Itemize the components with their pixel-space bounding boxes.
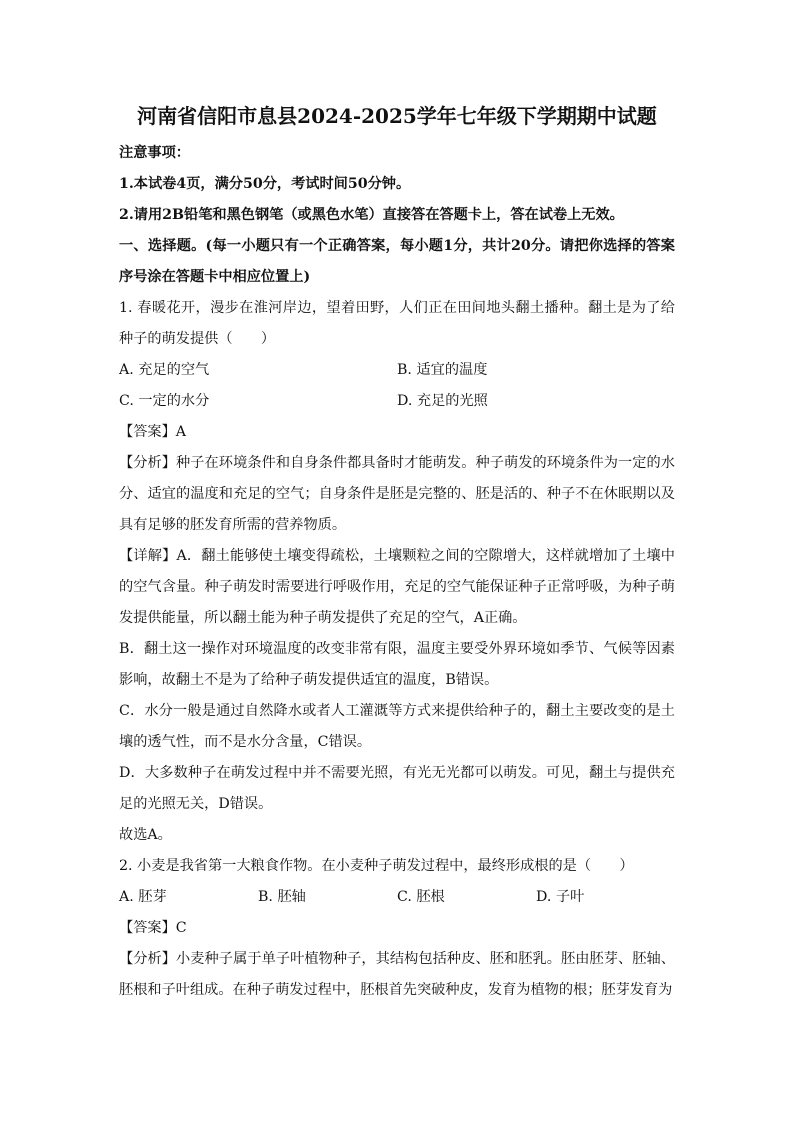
question-1-option-d: D. 充足的光照	[397, 393, 488, 409]
question-1-stem: 1. 春暖花开，漫步在淮河岸边，望着田野，人们正在田间地头翻土播种。翻土是为了给种子的萌发提供（ ）	[119, 300, 675, 347]
question-2-option-b: B. 胚轴	[258, 889, 306, 905]
page-title: 河南省信阳市息县2024-2025学年七年级下学期期中试题	[137, 104, 657, 128]
section-heading: 一、选择题。(每一小题只有一个正确答案，每小题1分，共计20分。请把你选择的答案序号涂在答题卡中相应位置上)	[119, 238, 675, 285]
notes-heading: 注意事项：	[119, 145, 190, 161]
question-1-option-b: B. 适宜的温度	[397, 362, 488, 378]
notes-item-1: 1.本试卷4页，满分50分，考试时间50分钟。	[119, 176, 411, 192]
question-1-detail-a: 【详解】A．翻土能够使土壤变得疏松，土壤颗粒之间的空隙增大，这样就增加了土壤中的空气含量。种子萌发时需要进行呼吸作用，充足的空气能保证种子正常呼吸，为种子萌发提供能量，所以翻土能为种子萌发提供了充足的空气，A正确。	[119, 548, 675, 626]
question-2-stem: 2. 小麦是我省第一大粮食作物。在小麦种子萌发过程中，最终形成根的是（ ）	[119, 858, 634, 874]
question-1-option-a: A. 充足的空气	[119, 362, 210, 378]
question-1-analysis: 【分析】种子在环境条件和自身条件都具备时才能萌发。种子萌发的环境条件为一定的水分、适宜的温度和充足的空气；自身条件是胚是完整的、胚是活的、种子不在休眠期以及具有足够的胚发育所需的营养物质。	[119, 455, 675, 533]
question-1-conclusion: 故选A。	[119, 827, 172, 843]
question-1-answer: 【答案】A	[119, 424, 186, 440]
question-1-options-row-2	[119, 386, 675, 417]
question-2-options-row	[119, 882, 675, 913]
question-2-option-d: D. 子叶	[536, 889, 585, 905]
question-1-option-c: C. 一定的水分	[119, 393, 210, 409]
question-2-option-c: C. 胚根	[397, 889, 445, 905]
notes-item-2: 2.请用2B铅笔和黑色钢笔（或黑色水笔）直接答在答题卡上，答在试卷上无效。	[119, 207, 624, 223]
question-1-detail-d: D．大多数种子在萌发过程中并不需要光照，有光无光都可以萌发。可见，翻土与提供充足的光照无关，D错误。	[119, 765, 675, 812]
question-2-analysis: 【分析】小麦种子属于单子叶植物种子，其结构包括种皮、胚和胚乳。胚由胚芽、胚轴、胚根和子叶组成。在种子萌发过程中，胚根首先突破种皮，发育为植物的根；胚芽发育为	[119, 951, 675, 998]
question-1-detail-b: B．翻土这一操作对环境温度的改变非常有限，温度主要受外界环境如季节、气候等因素影响，故翻土不是为了给种子萌发提供适宜的温度，B错误。	[119, 641, 675, 688]
question-1-detail-c: C．水分一般是通过自然降水或者人工灌溉等方式来提供给种子的，翻土主要改变的是土壤的透气性，而不是水分含量，C错误。	[119, 703, 675, 750]
question-2-option-a: A. 胚芽	[119, 889, 167, 905]
question-1-options-row-1	[119, 355, 675, 386]
question-2-answer: 【答案】C	[119, 920, 187, 936]
